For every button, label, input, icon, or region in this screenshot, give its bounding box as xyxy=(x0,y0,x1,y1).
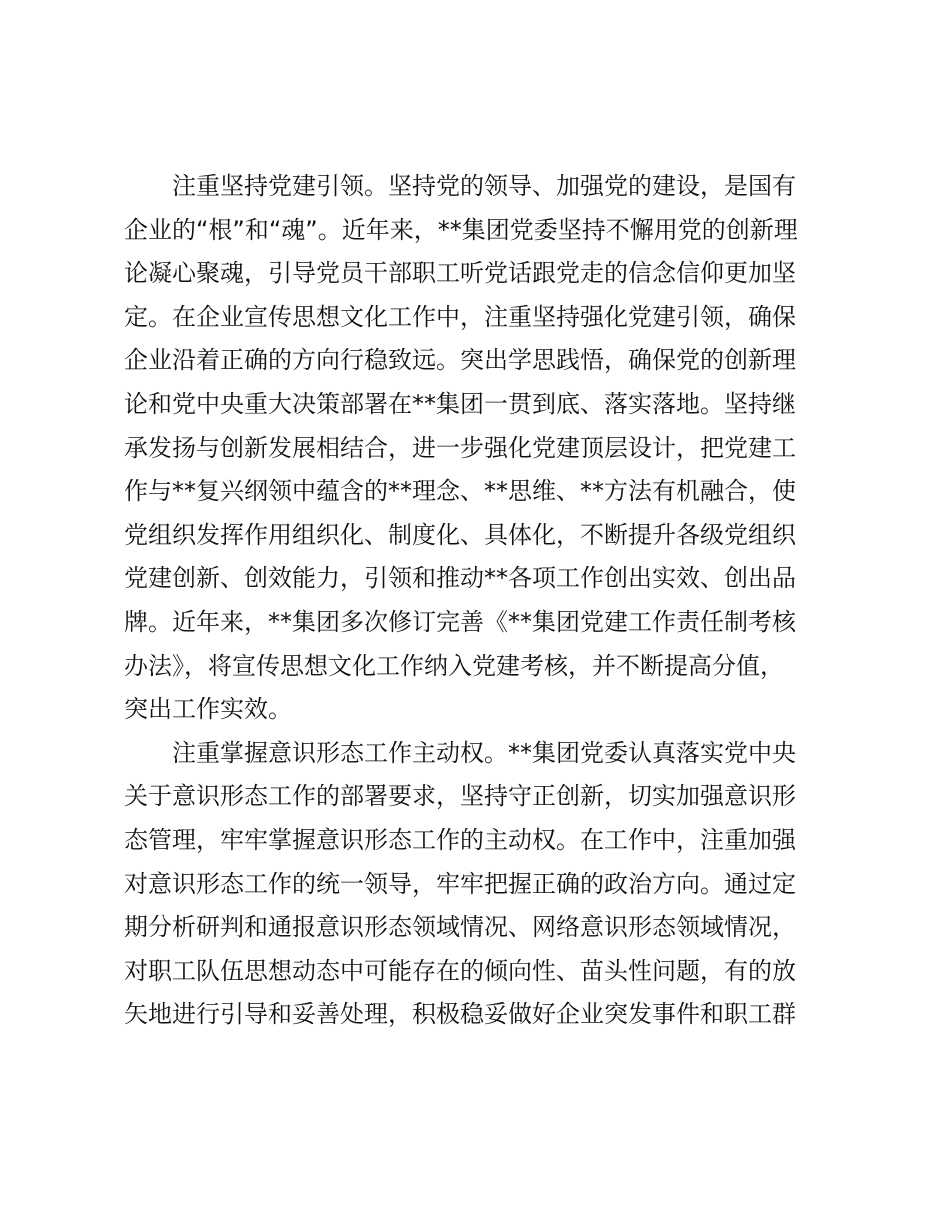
document-body xyxy=(124,165,824,1037)
text-line: 对职工队伍思想动态中可能存在的倾向性、苗头性问题，有的放 xyxy=(124,956,796,985)
text-line: 定。在企业宣传思想文化工作中，注重坚持强化党建引领，确保 xyxy=(124,302,796,331)
text-line: 牌。近年来，**集团多次修订完善《**集团党建工作责任制考核 xyxy=(124,607,796,636)
paragraph-ideology xyxy=(124,732,824,1037)
text-line: 注重掌握意识形态工作主动权。**集团党委认真落实党中央 xyxy=(172,738,796,767)
text-line: 办法》，将宣传思想文化工作纳入党建考核，并不断提高分值， xyxy=(124,651,784,680)
paragraph-party-building xyxy=(124,165,824,732)
text-line: 注重坚持党建引领。坚持党的领导、加强党的建设，是国有 xyxy=(172,172,796,200)
text-line: 态管理，牢牢掌握意识形态工作的主动权。在工作中，注重加强 xyxy=(124,825,796,854)
text-line: 企业沿着正确的方向行稳致远。突出学思践悟，确保党的创新理 xyxy=(124,346,796,375)
text-line: 党组织发挥作用组织化、制度化、具体化，不断提升各级党组织 xyxy=(124,520,796,549)
text-line: 企业的“根”和“魂”。近年来，**集团党委坚持不懈用党的创新理 xyxy=(124,215,798,244)
text-line: 党建创新、创效能力，引领和推动**各项工作创出实效、创出品 xyxy=(124,564,796,593)
text-line: 期分析研判和通报意识形态领域情况、网络意识形态领域情况， xyxy=(124,913,796,942)
text-line: 论和党中央重大决策部署在**集团一贯到底、落实落地。坚持继 xyxy=(124,389,796,418)
text-line: 承发扬与创新发展相结合，进一步强化党建顶层设计，把党建工 xyxy=(124,433,796,462)
text-line: 关于意识形态工作的部署要求，坚持守正创新，切实加强意识形 xyxy=(124,782,796,811)
text-line: 作与**复兴纲领中蕴含的**理念、**思维、**方法有机融合，使 xyxy=(124,477,796,506)
text-line: 矢地进行引导和妥善处理，积极稳妥做好企业突发事件和职工群 xyxy=(124,1000,796,1029)
text-line: 对意识形态工作的统一领导，牢牢把握正确的政治方向。通过定 xyxy=(124,869,796,898)
text-line: 突出工作实效。 xyxy=(124,695,292,724)
text-line: 论凝心聚魂，引导党员干部职工听党话跟党走的信念信仰更加坚 xyxy=(124,259,796,288)
